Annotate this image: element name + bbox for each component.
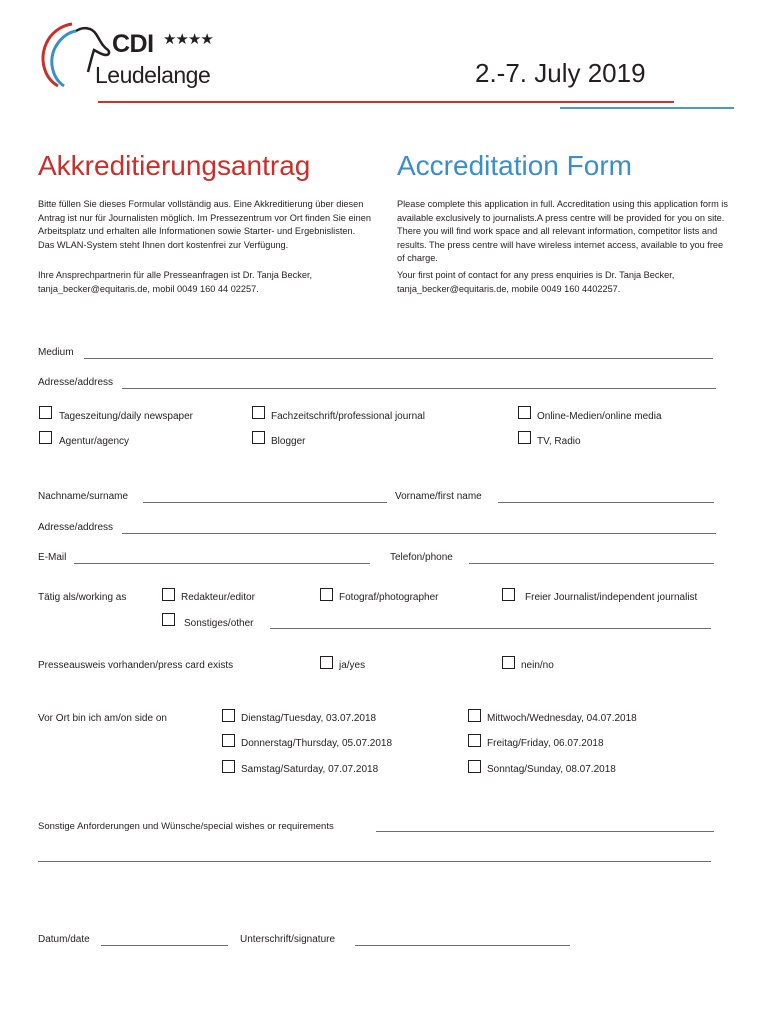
online-media-checkbox[interactable] (518, 406, 531, 419)
day-friday-checkbox[interactable] (468, 734, 481, 747)
day-wednesday-checkbox[interactable] (468, 709, 481, 722)
other-role-label: Sonstiges/other (184, 618, 254, 629)
daily-newspaper-checkbox[interactable] (39, 406, 52, 419)
attendance-label: Vor Ort bin ich am/on side on (38, 713, 167, 724)
surname-label: Nachname/surname (38, 491, 129, 502)
requests-input-line-2[interactable] (38, 861, 711, 862)
online-media-label: Online-Medien/online media (537, 411, 662, 422)
tv-radio-label: TV, Radio (537, 436, 581, 447)
logo-name: CDI (112, 30, 154, 58)
requests-label: Sonstige Anforderungen und Wünsche/special wishes or requirements (38, 821, 334, 832)
date-label: Datum/date (38, 934, 90, 945)
day-wednesday-label: Mittwoch/Wednesday, 04.07.2018 (487, 713, 637, 724)
logo-place: Leudelange (95, 62, 211, 88)
editor-label: Redakteur/editor (181, 592, 255, 603)
firstname-label: Vorname/first name (395, 491, 482, 502)
signature-input-line[interactable] (355, 945, 570, 946)
phone-label: Telefon/phone (390, 552, 453, 563)
surname-input-line[interactable] (143, 502, 387, 503)
blogger-checkbox[interactable] (252, 431, 265, 444)
person-address-label: Adresse/address (38, 522, 114, 533)
press-card-label: Presseausweis vorhanden/press card exists (38, 660, 234, 671)
tv-radio-checkbox[interactable] (518, 431, 531, 444)
medium-label: Medium (38, 347, 74, 358)
email-label: E-Mail (38, 552, 67, 563)
day-thursday-label: Donnerstag/Thursday, 05.07.2018 (241, 738, 393, 749)
daily-newspaper-label: Tageszeitung/daily newspaper (59, 411, 193, 422)
medium-input-line[interactable] (84, 358, 713, 359)
day-thursday-checkbox[interactable] (222, 734, 235, 747)
press-card-no-label: nein/no (521, 660, 554, 671)
intro-de-paragraph-1: Bitte füllen Sie dieses Formular vollständig aus. Eine Akkreditierung über diesen Antrag ist nur für Journalisten möglich. Im Pressezentrum vor Ort finden Sie einen Arbeitsplatz und erhalten alle Informationen sowie Starter- und Ergebnislisten. Das WLAN-System steht Ihnen dort kostenfrei zur Verfügung. (38, 199, 371, 250)
event-date: 2.-7. July 2019 (475, 58, 646, 88)
title-german: Akkreditierungsantrag (38, 150, 311, 181)
editor-checkbox[interactable] (162, 588, 175, 601)
professional-journal-checkbox[interactable] (252, 406, 265, 419)
date-input-line[interactable] (101, 945, 228, 946)
firstname-input-line[interactable] (498, 502, 714, 503)
medium-address-input-line[interactable] (122, 388, 716, 389)
day-saturday-label: Samstag/Saturday, 07.07.2018 (241, 764, 379, 775)
logo-stars: ★★★★ (163, 31, 213, 48)
press-card-yes-label: ja/yes (339, 660, 366, 671)
person-address-input-line[interactable] (122, 533, 716, 534)
photographer-checkbox[interactable] (320, 588, 333, 601)
freelance-journalist-label: Freier Journalist/independent journalist (525, 592, 698, 603)
agency-label: Agentur/agency (59, 436, 130, 447)
header-rule-red (98, 101, 674, 103)
email-input-line[interactable] (74, 563, 370, 564)
professional-journal-label: Fachzeitschrift/professional journal (271, 411, 425, 422)
day-friday-label: Freitag/Friday, 06.07.2018 (487, 738, 604, 749)
day-sunday-checkbox[interactable] (468, 760, 481, 773)
day-tuesday-checkbox[interactable] (222, 709, 235, 722)
medium-address-label: Adresse/address (38, 377, 114, 388)
intro-de-paragraph-2: Ihre Ansprechpartnerin für alle Presseanfragen ist Dr. Tanja Becker, tanja_becker@equitaris.de, mobil 0049 160 44 02257. (38, 270, 313, 294)
signature-label: Unterschrift/signature (240, 934, 336, 945)
intro-en-paragraph-1: Please complete this application in full. Accreditation using this application form is available exclusively to journalists.A press centre will be provided for you on site. There you will find work space and all relevant information, competitor lists and results. The press centre will have wireless internet access, available to you free of charge. (397, 199, 728, 263)
phone-input-line[interactable] (469, 563, 714, 564)
press-card-no-checkbox[interactable] (502, 656, 515, 669)
day-sunday-label: Sonntag/Sunday, 08.07.2018 (487, 764, 616, 775)
header-rule-blue (560, 107, 734, 109)
other-role-checkbox[interactable] (162, 613, 175, 626)
press-card-yes-checkbox[interactable] (320, 656, 333, 669)
intro-en-paragraph-2: Your first point of contact for any press enquiries is Dr. Tanja Becker, tanja_becker@equitaris.de, mobile 0049 160 4402257. (397, 270, 675, 294)
requests-input-line-1[interactable] (376, 831, 714, 832)
title-english: Accreditation Form (397, 150, 632, 181)
blogger-label: Blogger (271, 436, 306, 447)
photographer-label: Fotograf/photographer (339, 592, 439, 603)
other-role-input-line[interactable] (270, 628, 711, 629)
agency-checkbox[interactable] (39, 431, 52, 444)
freelance-journalist-checkbox[interactable] (502, 588, 515, 601)
day-saturday-checkbox[interactable] (222, 760, 235, 773)
working-as-label: Tätig als/working as (38, 592, 127, 603)
day-tuesday-label: Dienstag/Tuesday, 03.07.2018 (241, 713, 377, 724)
